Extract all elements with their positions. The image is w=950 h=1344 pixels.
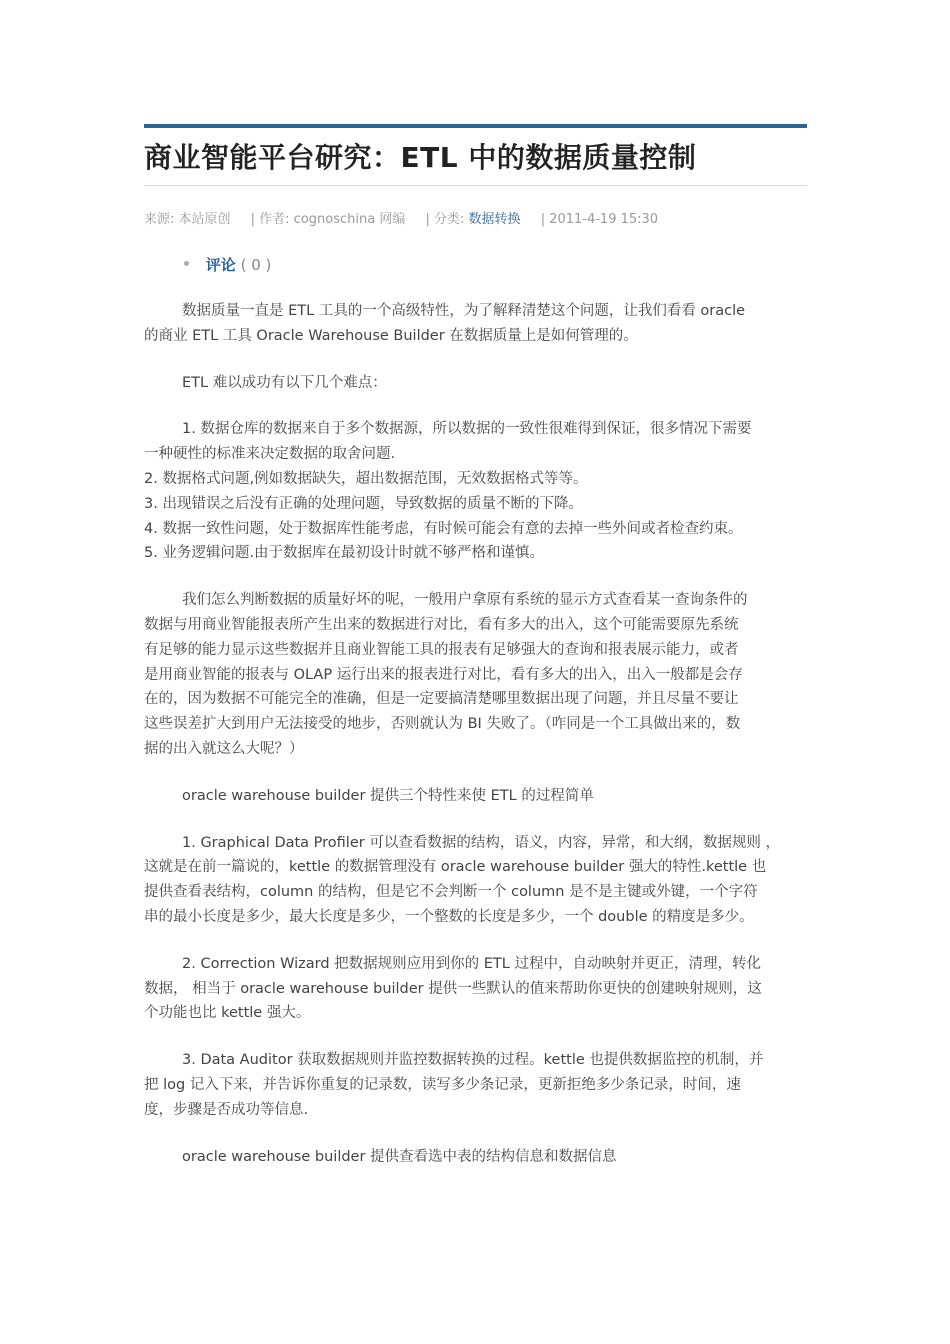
meta-date: | 2011-4-19 15:30 [540,212,659,227]
paragraph-line: 度，步骤是否成功等信息. [144,1101,309,1118]
meta-source: 来源: 本站原创 [144,212,231,227]
paragraph-gap [144,809,807,831]
paragraph-line: 据的出入就这么大呢？） [144,740,304,757]
paragraph-line: 3. Data Auditor 获取数据规则并监控数据转换的过程。kettle 也提供数据监控的机制，并 [182,1052,764,1069]
paragraph-line: 1. 数据仓库的数据来自于多个数据源，所以数据的一致性很难得到保证，很多情况下需要 [182,421,752,438]
paragraph-line: 有足够的能力显示这些数据并且商业智能工具的报表有足够强大的查询和报表展示能力，或者 [144,641,739,658]
paragraph-gap [144,566,807,588]
bullet-icon [184,261,189,266]
paragraph-line: 在的，因为数据不可能完全的准确，但是一定要搞清楚哪里数据出现了问题，并且尽量不要让 [144,691,739,708]
paragraph-line: oracle warehouse builder 提供查看选中表的结构信息和数据信息 [182,1148,617,1165]
paragraph-line: 数据， 相当于 oracle warehouse builder 提供一些默认的值来帮助你更快的创建映射规则，这 [144,980,762,997]
paragraph-line: 2. 数据格式问题,例如数据缺失，超出数据范围，无效数据格式等等。 [144,470,588,487]
paragraph-block [144,952,807,1026]
article [144,124,807,1169]
paragraph-line: 个功能也比 kettle 强大。 [144,1005,311,1022]
page-title: 商业智能平台研究：ETL 中的数据质量控制 [144,141,697,174]
paragraph-line: 3. 出现错误之后没有正确的处理问题，导致数据的质量不断的下降。 [144,495,583,512]
paragraph-gap [144,930,807,952]
comments-count: ( 0 ) [240,256,272,274]
paragraph-line: 我们怎么判断数据的质量好坏的呢，一般用户拿原有系统的显示方式查看某一查询条件的 [182,592,748,609]
meta-category-link[interactable]: 数据转换 [468,212,521,227]
article-body [144,299,807,1169]
paragraph-line: oracle warehouse builder 提供三个特性来使 ETL 的过程简单 [182,787,594,804]
paragraph-block [144,371,807,396]
paragraph-line: 这就是在前一篇说的，kettle 的数据管理没有 oracle warehouse builder 强大的特性.kettle 也 [144,859,767,876]
paragraph-gap [144,395,807,417]
paragraph-block [144,1048,807,1122]
paragraph-line: 一种硬性的标准来决定数据的取舍问题. [144,446,396,463]
comments-link[interactable]: 评论 [205,256,236,274]
meta-author: | 作者: cognoschina 网编 [250,212,406,227]
paragraph-line: 数据质量一直是 ETL 工具的一个高级特性，为了解释清楚这个问题，让我们看看 oracle [182,303,746,319]
paragraph-block [144,417,807,566]
paragraph-gap [144,762,807,784]
comments-item [184,255,807,275]
paragraph-line: 5. 业务逻辑问题.由于数据库在最初设计时就不够严格和谨慎。 [144,545,545,562]
paragraph-line: 4. 数据一致性问题，处于数据库性能考虑，有时候可能会有意的去掉一些外间或者检查约束。 [144,520,743,537]
title-top-rule [144,124,807,128]
paragraph-line: 是用商业智能的报表与 OLAP 运行出来的报表进行对比，看有多大的出入，出入一般都是会存 [144,666,743,683]
paragraph-line: 1. Graphical Data Profiler 可以查看数据的结构，语义，内容，异常，和大纲，数据规则 ， [182,834,780,851]
paragraph-line: 的商业 ETL 工具 Oracle Warehouse Builder 在数据质量上是如何管理的。 [144,327,638,344]
paragraph-gap [144,1026,807,1048]
paragraph-gap [144,349,807,371]
meta-category-label: | 分类: [425,212,465,227]
paragraph-block [144,1145,807,1170]
paragraph-line: 2. Correction Wizard 把数据规则应用到你的 ETL 过程中，自动映射并更正，清理，转化 [182,955,761,972]
paragraph-gap [144,1123,807,1145]
title-divider [144,185,807,186]
paragraph-block [144,588,807,762]
paragraph-block [144,299,807,349]
paragraph-block [144,784,807,809]
article-meta [144,211,807,229]
paragraph-line: 串的最小长度是多少，最大长度是多少，一个整数的长度是多少，一个 double 的精度是多少。 [144,908,754,925]
paragraph-block [144,831,807,930]
paragraph-line: 这些误差扩大到用户无法接受的地步，否则就认为 BI 失败了。（咋同是一个工具做出来的，数 [144,716,741,733]
paragraph-line: 把 log 记入下来，并告诉你重复的记录数，读写多少条记录，更新拒绝多少条记录，时间，速 [144,1076,741,1093]
paragraph-line: ETL 难以成功有以下几个难点： [182,374,387,391]
paragraph-line: 提供查看表结构，column 的结构，但是它不会判断一个 column 是不是主键或外键，一个字符 [144,884,758,901]
paragraph-line: 数据与用商业智能报表所产生出来的数据进行对比，看有多大的出入，这个可能需要原先系统 [144,616,739,633]
